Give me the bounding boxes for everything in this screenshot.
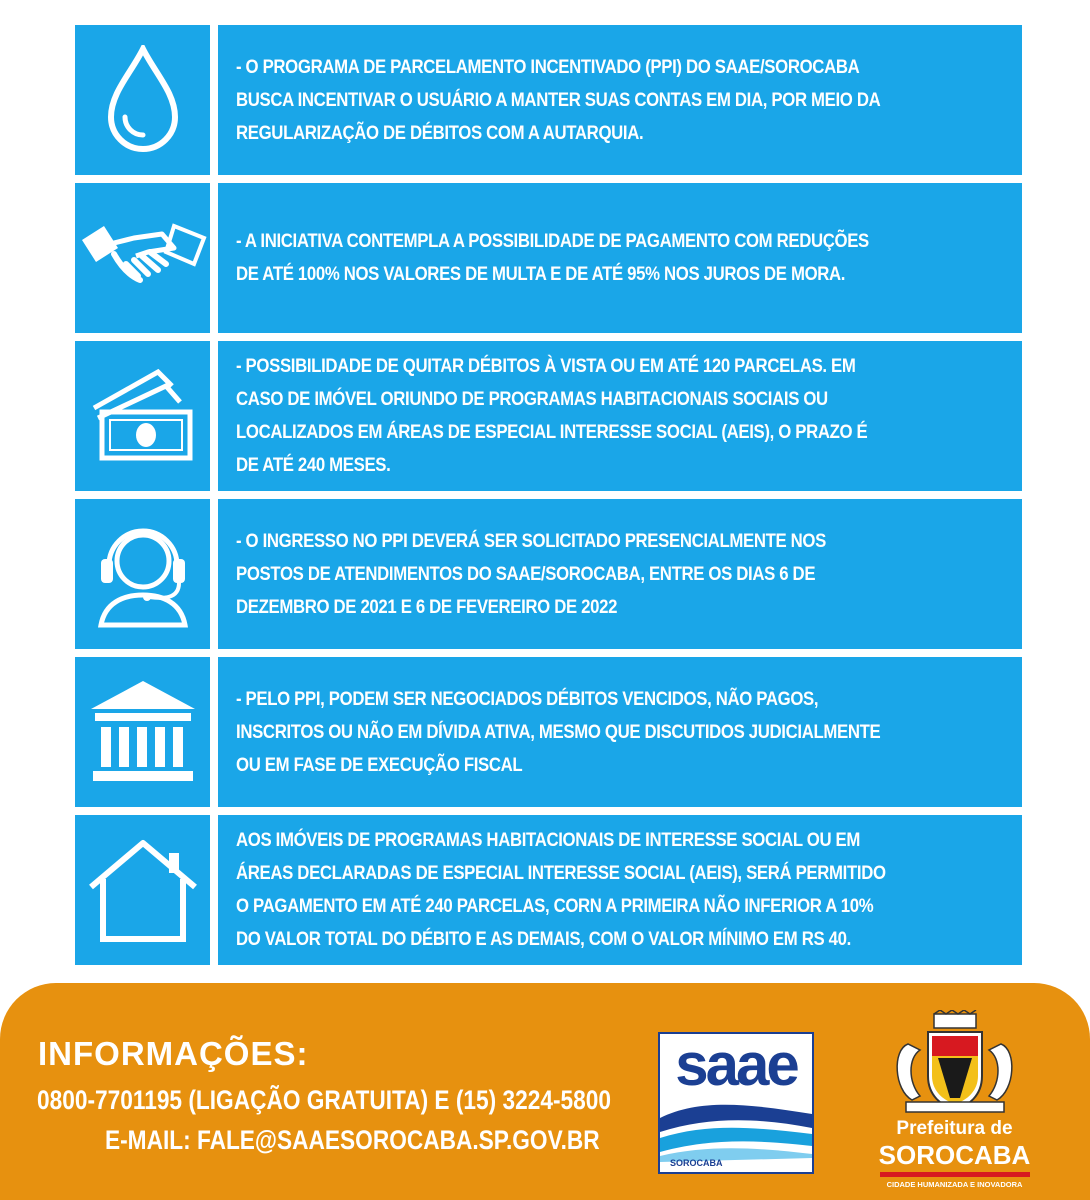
row-text: - O INGRESSO NO PPI DEVERÁ SER SOLICITADO PRESENCIALMENTE NOS POSTOS DE ATENDIMENTOS DO SAAE/SOROCABA, ENTRE OS DIAS 6 DE DEZEMBRO DE 2021 E 6 DE FEVEREIRO DE 2022 bbox=[236, 529, 826, 618]
bank-building-icon bbox=[85, 677, 201, 787]
text-cell bbox=[218, 25, 1022, 175]
row-text: - PELO PPI, PODEM SER NEGOCIADOS DÉBITOS VENCIDOS, NÃO PAGOS, INSCRITOS OU NÃO EM DÍVIDA ATIVA, MESMO QUE DISCUTIDOS JUDICIALMENTE OU EM FASE DE EXECUÇÃO FISCAL bbox=[236, 687, 881, 776]
icon-cell bbox=[75, 183, 210, 333]
prefeitura-slogan: CIDADE HUMANIZADA E INOVADORA bbox=[886, 1180, 1023, 1189]
text-cell bbox=[218, 499, 1022, 649]
attendant-headset-icon bbox=[93, 519, 193, 629]
icon-cell bbox=[75, 499, 210, 649]
row-text: - A INICIATIVA CONTEMPLA A POSSIBILIDADE DE PAGAMENTO COM REDUÇÕES DE ATÉ 100% NOS VALORES DE MULTA E DE ATÉ 95% NOS JUROS DE MORA. bbox=[236, 230, 869, 285]
info-row-program bbox=[75, 25, 1022, 175]
prefeitura-name: Prefeitura de bbox=[896, 1118, 1013, 1139]
water-drop-icon bbox=[103, 45, 183, 155]
prefeitura-logo bbox=[872, 1010, 1037, 1195]
icon-cell bbox=[75, 815, 210, 965]
handshake-icon bbox=[78, 218, 208, 298]
text-cell bbox=[218, 657, 1022, 807]
house-icon bbox=[85, 835, 201, 945]
icon-cell bbox=[75, 657, 210, 807]
row-text: - POSSIBILIDADE DE QUITAR DÉBITOS À VISTA OU EM ATÉ 120 PARCELAS. EM CASO DE IMÓVEL ORIUNDO DE PROGRAMAS HABITACIONAIS SOCIAIS OU LOCALIZADOS EM ÁREAS DE ESPECIAL INTERESSE SOCIAL (AEIS), O PRAZO É DE ATÉ 240 MESES. bbox=[236, 355, 868, 476]
prefeitura-city: SOROCABA bbox=[878, 1140, 1031, 1170]
info-row-housing bbox=[75, 815, 1022, 965]
info-row-enrollment bbox=[75, 499, 1022, 649]
saae-logo bbox=[658, 1032, 814, 1174]
prefeitura-stripe bbox=[880, 1172, 1030, 1177]
row-text: - O PROGRAMA DE PARCELAMENTO INCENTIVADO (PPI) DO SAAE/SOROCABA BUSCA INCENTIVAR O USUÁRIO A MANTER SUAS CONTAS EM DIA, POR MEIO DA REGULARIZAÇÃO DE DÉBITOS COM A AUTARQUIA. bbox=[236, 55, 880, 144]
text-cell bbox=[218, 815, 1022, 965]
phone-line: 0800-7701195 (LIGAÇÃO GRATUITA) E (15) 3224-5800 bbox=[37, 1085, 611, 1115]
text-cell bbox=[218, 183, 1022, 333]
saae-logo-word: saae bbox=[675, 1032, 797, 1098]
email-line: E-MAIL: FALE@SAAESOROCABA.SP.GOV.BR bbox=[105, 1125, 600, 1155]
money-bills-icon bbox=[88, 368, 198, 464]
icon-cell bbox=[75, 341, 210, 491]
text-cell bbox=[218, 341, 1022, 491]
info-row-reductions bbox=[75, 183, 1022, 333]
saae-logo-sub: SOROCABA bbox=[670, 1158, 723, 1168]
info-title: INFORMAÇÕES: bbox=[38, 1035, 309, 1072]
row-text: AOS IMÓVEIS DE PROGRAMAS HABITACIONAIS DE INTERESSE SOCIAL OU EM ÁREAS DECLARADAS DE ESPECIAL INTERESSE SOCIAL (AEIS), SERÁ PERMITIDO O PAGAMENTO EM ATÉ 240 PARCELAS, CORN A PRIMEIRA NÃO INFERIOR A 10% DO VALOR TOTAL DO DÉBITO E AS DEMAIS, COM O VALOR MÍNIMO EM RS 40. bbox=[236, 829, 886, 950]
sorocaba-coat-of-arms-icon bbox=[872, 1010, 1037, 1118]
icon-cell bbox=[75, 25, 210, 175]
info-row-installments bbox=[75, 341, 1022, 491]
info-row-negotiation bbox=[75, 657, 1022, 807]
